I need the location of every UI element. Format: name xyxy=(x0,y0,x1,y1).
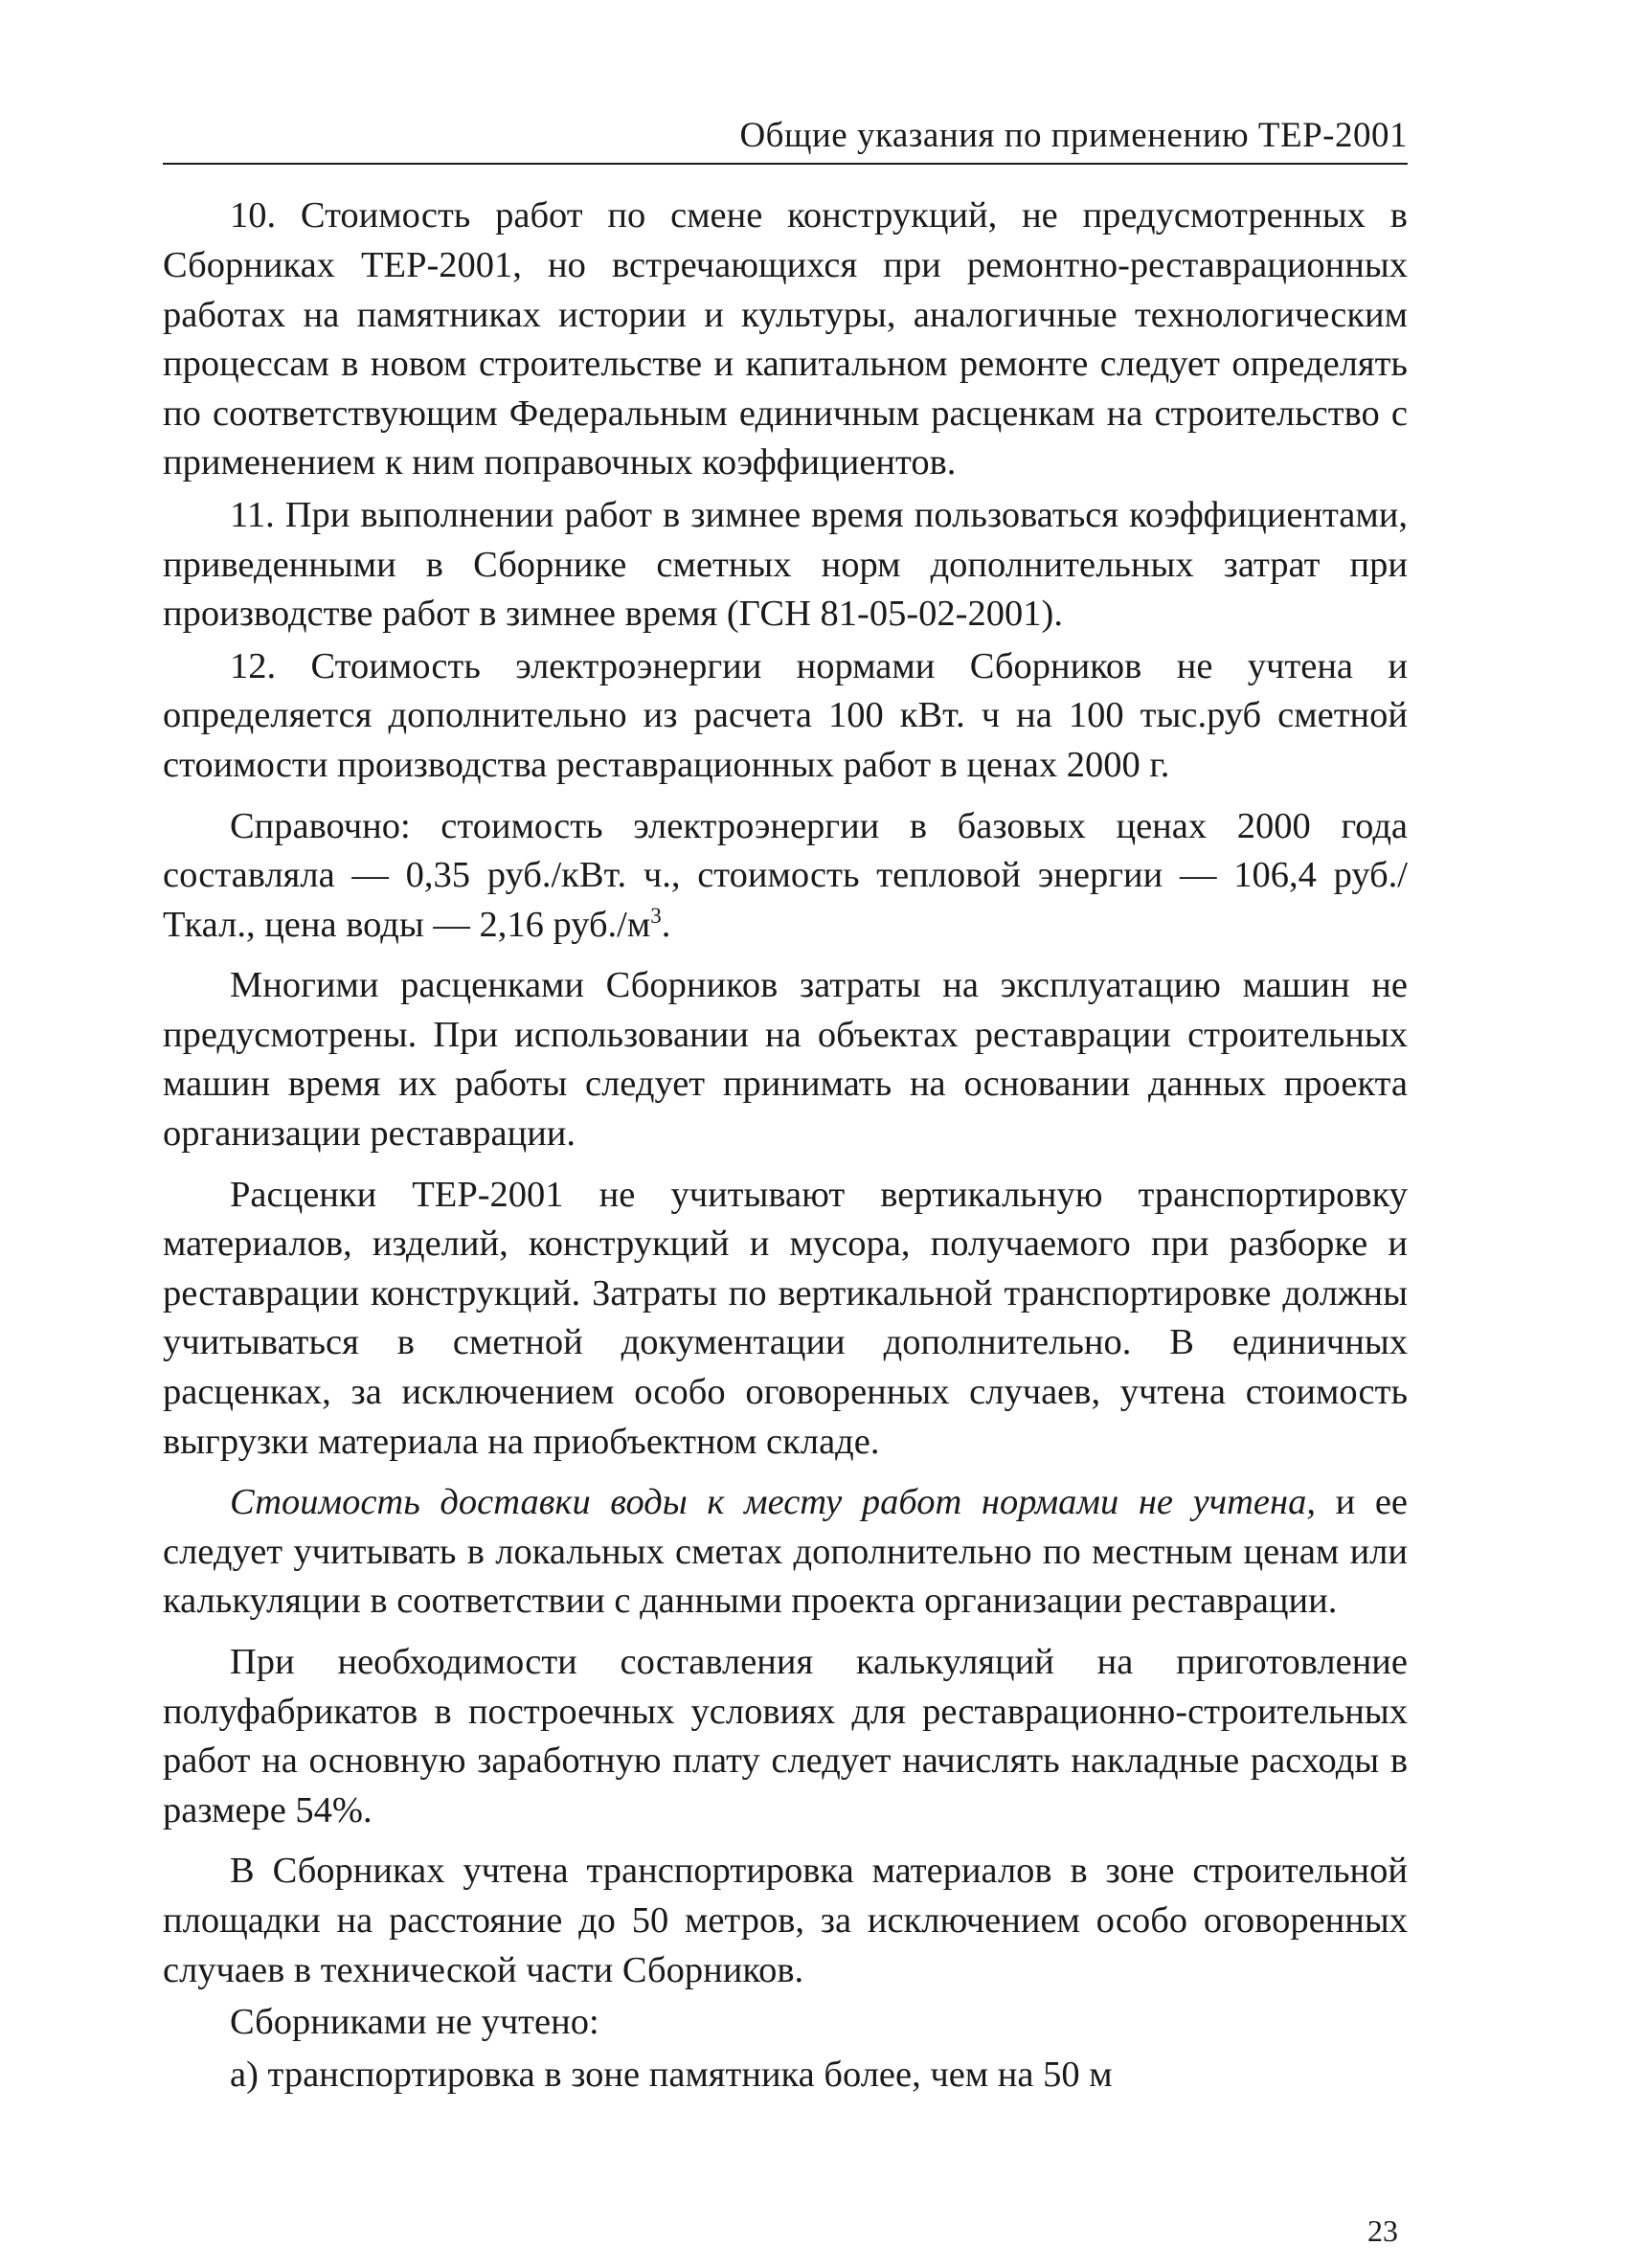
vertical-transport-paragraph: Расценки ТЕР-2001 не учитывают вертикальную транспортировку материалов, изделий, конструкций и мусора, получаемого при разборке и реставрации конструкций. Затраты по вертикальной транспортировке должны учитываться в сметной документации дополнительно. В единичных расценках, за исключением особо оговоренных случаев, учтена стоимость выгрузки материала на приобъектном складе. xyxy=(163,1174,1408,1462)
running-header: Общие указания по применению ТЕР-2001 xyxy=(163,115,1408,165)
reference-superscript: 3 xyxy=(650,902,662,928)
reference-text: Справочно: стоимость электроэнергии в базовых ценах 2000 года составляла — 0,35 руб./кВт. ч., стоимость тепловой энергии — 106,4 руб./Ткал., цена воды — 2,16 руб./м xyxy=(163,805,1408,945)
paragraph-11: 11. При выполнении работ в зимнее время пользоваться коэффициентами, приведенными в Сборнике сметных норм дополнительных затрат при производстве работ в зимнее время (ГСН 81-05-02-2001). xyxy=(163,494,1408,635)
reference-end: . xyxy=(661,904,671,945)
semi-finished-paragraph: При необходимости составления калькуляций на приготовление полуфабрикатов в построечных условиях для реставрационно-строительных работ на основную заработную плату следует начислять накладные расходы в размере 54%. xyxy=(163,1642,1408,1830)
page-number: 23 xyxy=(1367,2213,1398,2248)
machines-paragraph: Многими расценками Сборников затраты на эксплуатацию машин не предусмотрены. При использовании на объектах реставрации строительных машин время их работы следует принимать на основании данных проекта организации реставрации. xyxy=(163,965,1408,1155)
water-italic-lead: Стоимость доставки воды к месту работ нормами не учтена, xyxy=(230,1482,1316,1523)
water-paragraph xyxy=(163,1478,1408,1627)
not-included-intro: Сборниками не учтено: xyxy=(230,2002,599,2043)
reference-paragraph xyxy=(163,802,1408,951)
paragraph-12: 12. Стоимость электроэнергии нормами Сборников не учтена и определяется дополнительно из расчета 100 кВт. ч на 100 тыс.руб сметной стоимости производства реставрационных работ в ценах 2000 г. xyxy=(163,645,1408,785)
document-page xyxy=(163,115,1408,2100)
list-item-a: а) транспортировка в зоне памятника более, чем на 50 м xyxy=(230,2054,1113,2095)
site-transport-paragraph: В Сборниках учтена транспортировка материалов в зоне строительной площадки на расстояние до 50 метров, за исключением особо оговоренных случаев в технической части Сборников. xyxy=(163,1851,1408,1990)
paragraph-10: 10. Стоимость работ по смене конструкций, не предусмотренных в Сборниках ТЕР-2001, но встречающихся при ремонтно-реставрационных работах на памятниках истории и культуры, аналогичные технологическим процессам в новом строительстве и капитальном ремонте следует определять по соответствующим Федеральным единичным расценкам на строительство с применением к ним поправочных коэффициентов. xyxy=(163,195,1408,483)
body-text xyxy=(163,191,1408,2100)
water-rest: и ее следует учитывать в локальных сметах дополнительно по местным ценам или калькуляции в соответствии с данными проекта организации реставрации. xyxy=(163,1482,1408,1622)
